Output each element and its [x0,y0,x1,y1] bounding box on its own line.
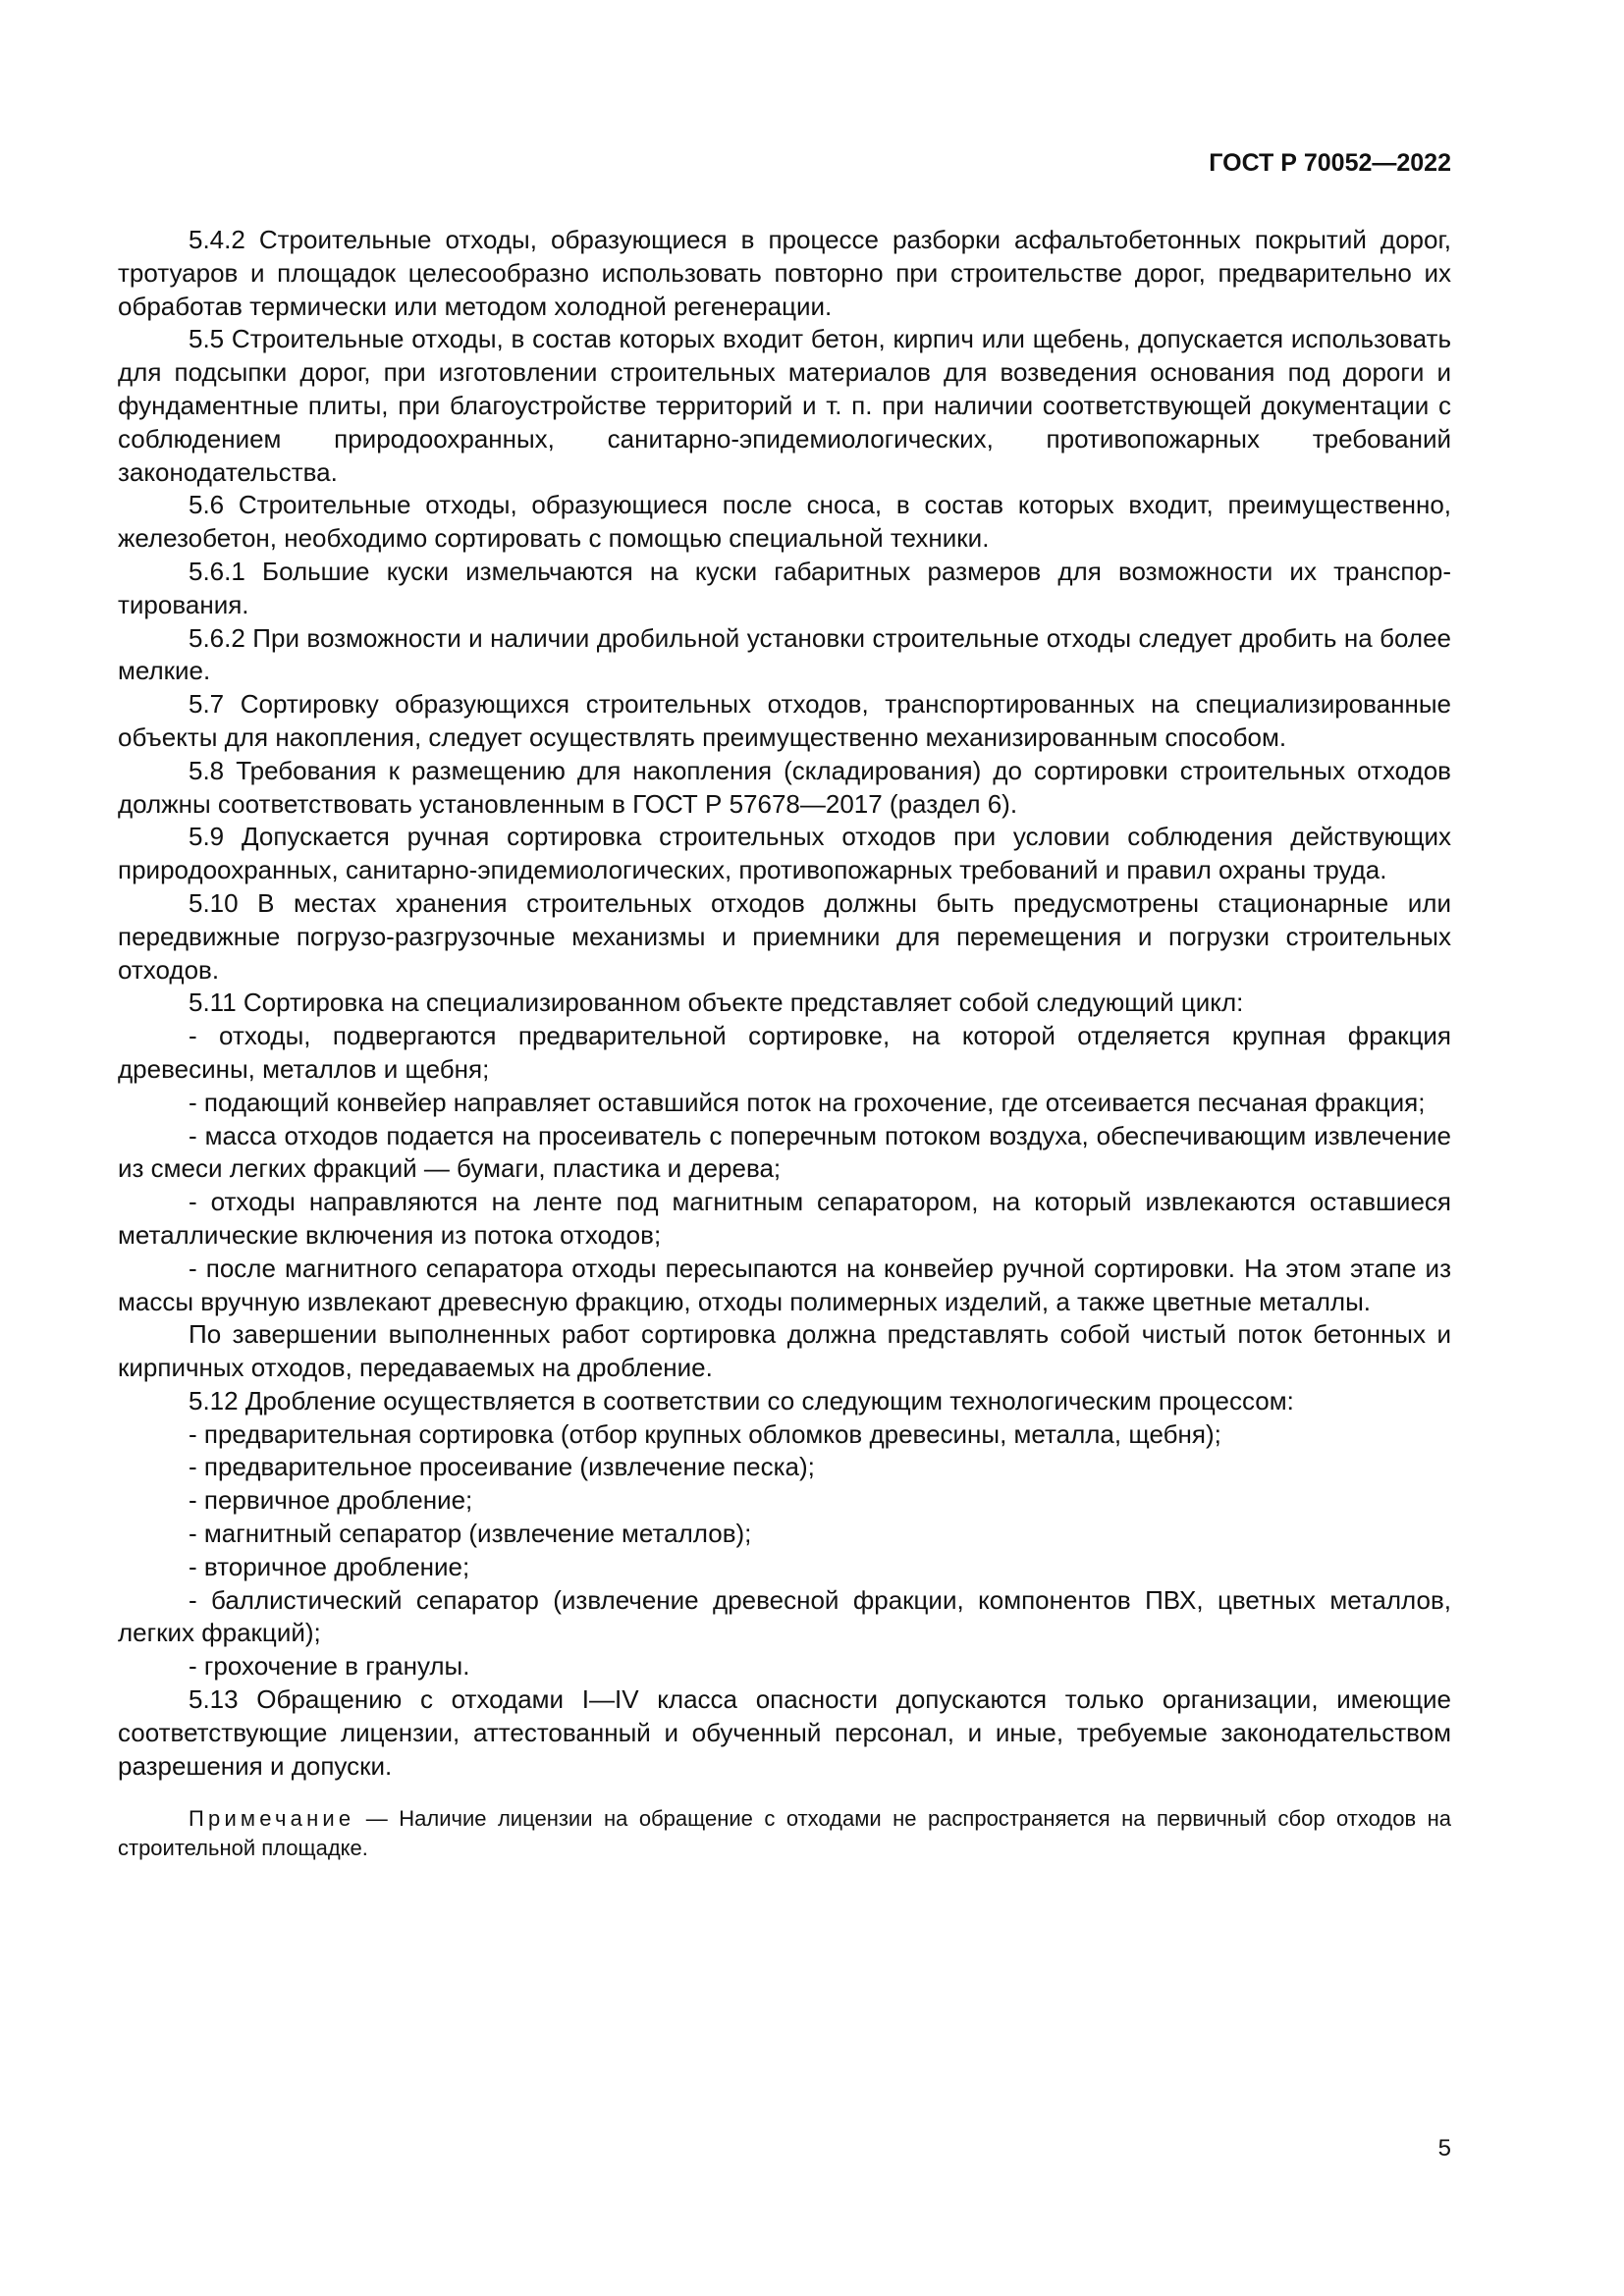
list-item: - предварительная сортировка (отбор крупных обломков древесины, металла, щебня); [189,1418,1221,1449]
list-item: - магнитный сепаратор (извлечение металлов); [189,1519,752,1549]
note-text: — Наличие лицензии на обращение с отходами не распространяется на первичный сбор отходов на строительной площадке. [118,1806,1451,1861]
paragraph-5-12: 5.12 Дробление осуществляется в соответствии со следующим технологическим процессом: [189,1385,1294,1415]
paragraph-5-6: 5.6 Строительные отходы, образующиеся после сноса, в состав которых входит, преимущественно, железобетон, необходимо сортировать с помощью специальной техники. [118,490,1451,554]
list-item: - грохочение в гранулы. [189,1651,470,1682]
list-item: - предварительное просеивание (извлечение песка); [189,1452,815,1482]
list-item: - после магнитного сепаратора отходы пересыпаются на конвейер ручной сортировки. На этом этапе из массы вручную извлекают древесную фракцию, отходы полимерных изделий, а также цветные металлы. [118,1253,1451,1316]
list-item: - подающий конвейер направляет оставшийся поток на грохочение, где отсеивается песчаная фракция; [189,1087,1426,1117]
paragraph-5-9: 5.9 Допускается ручная сортировка строительных отходов при условии соблюдения действующих природоохранных, санитарно-эпидемиологических, противопожарных требований и правил охраны труда. [118,822,1451,885]
list-item: - масса отходов подается на просеиватель с поперечным потоком воздуха, обеспечивающим извлечение из смеси легких фракций — бумаги, пластика и дерева; [118,1120,1451,1184]
paragraph-5-11: 5.11 Сортировка на специализированном объекте представляет собой следующий цикл: [189,988,1244,1018]
page-number: 5 [1437,2135,1451,2162]
list-item: - вторичное дробление; [189,1551,470,1581]
list-item: - баллистический сепаратор (извлечение древесной фракции, компонентов ПВХ, цветных металлов, легких фракций); [118,1584,1451,1648]
paragraph-5-13: 5.13 Обращению с отходами I—IV класса опасности допускаются только организации, имеющие соответствующие лицензии, аттестованный и обученный персонал, и иные, требуемые законодательством разрешения и допуски. [118,1684,1451,1781]
paragraph-5-7: 5.7 Сортировку образующихся строительных отходов, транспортированных на специализированные объекты для накопления, следует осуществлять преимущественно механизированным способом. [118,689,1451,752]
document-body [118,224,1451,1863]
paragraph-5-10: 5.10 В местах хранения строительных отходов должны быть предусмотрены стационарные или передвижные погрузо-разгрузочные механизмы и приемники для перемещения и погрузки строительных отходов. [118,887,1451,985]
note [118,1804,1451,1863]
paragraph-5-6-1: 5.6.1 Большие куски измельчаются на куски габаритных размеров для возможности их транспортирования. [118,556,1451,619]
list-item: - отходы направляются на ленте под магнитным сепаратором, на который извлекаются оставшиеся металлические включения из потока отходов; [118,1187,1451,1250]
list-item: - отходы, подвергаются предварительной сортировке, на которой отделяется крупная фракция древесины, металлов и щебня; [118,1021,1451,1084]
document-designation: ГОСТ Р 70052—2022 [1209,149,1451,177]
note-label: Примечание [189,1806,355,1832]
paragraph-sorting-result: По завершении выполненных работ сортировка должна представлять собой чистый поток бетонных и кирпичных отходов, передаваемых на дробление. [118,1319,1451,1383]
paragraph-5-6-2: 5.6.2 При возможности и наличии дробильной установки строительные отходы следует дробить на более мелкие. [118,622,1451,686]
paragraph-5-4-2: 5.4.2 Строительные отходы, образующиеся в процессе разборки асфальтобетонных покрытий дорог, тротуаров и площадок целесообразно использовать повторно при строительстве дорог, предварительно их обработав термически или методом холодной регенерации. [118,225,1451,321]
paragraph-5-8: 5.8 Требования к размещению для накопления (складирования) до сортировки строительных отходов должны соответствовать установленным в ГОСТ Р 57678—2017 (раздел 6). [118,755,1451,819]
list-item: - первичное дробление; [189,1485,473,1516]
paragraph-5-5: 5.5 Строительные отходы, в состав которых входит бетон, кирпич или щебень, допускается использовать для подсыпки дорог, при изготовлении строительных материалов для возведения основания под дороги и фундаментные плиты, при благоустройстве территорий и т. п. при наличии соответствующей документации с соблюдением природоохранных, санитарно-эпидемиологических, противопожарных требований законодательства. [118,324,1451,487]
